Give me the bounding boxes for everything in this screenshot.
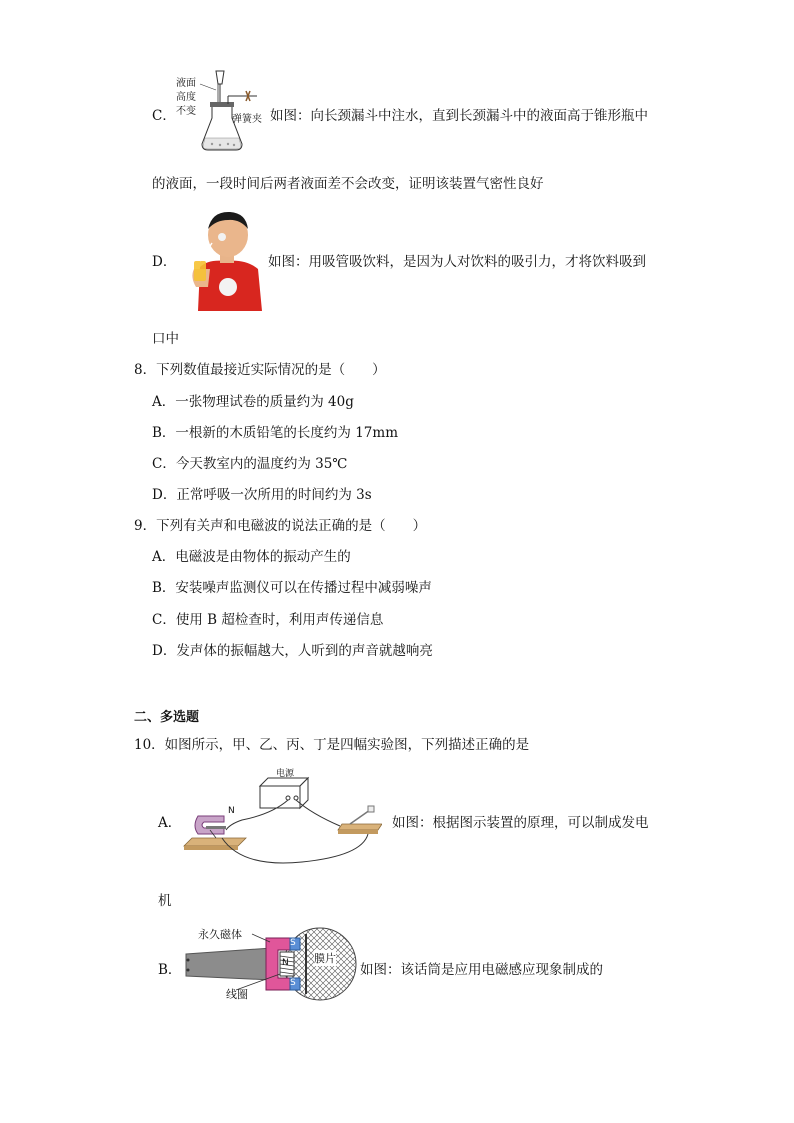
fig-label-north: N [228,806,235,816]
option-a-text-line2: 机 [158,893,172,909]
option-d-text-line2: 口中 [152,331,179,347]
option-a-text-line1: 如图：根据图示装置的原理，可以制成发电 [392,815,649,831]
fig-label-liquid: 液面 [176,78,196,89]
fig-label-diaphragm: 膜片 [314,952,336,965]
question-10-stem: 10．如图所示，甲、乙、丙、丁是四幅实验图，下列描述正确的是 [134,737,530,753]
boy-drinking-figure [188,207,264,311]
fig-label-unchanged: 不变 [176,106,196,117]
question-8-option-b: B．一根新的木质铅笔的长度约为 17mm [152,425,398,441]
option-b-text: 如图：该话筒是应用电磁感应现象制成的 [360,962,603,978]
option-c-label: C． [152,108,176,124]
option-b-label: B． [158,962,182,978]
fig-label-power: 电源 [276,769,295,779]
question-8-stem: 8．下列数值最接近实际情况的是（ ） [134,362,386,378]
fig-label-clamp: 弹簧夹 [232,114,262,125]
question-9-option-b: B．安装噪声监测仪可以在传播过程中减弱噪声 [152,580,432,596]
fig-label-north: N [282,958,289,968]
generator-experiment-figure [182,764,382,868]
microphone-figure [176,920,360,1008]
question-9-stem: 9．下列有关声和电磁波的说法正确的是（ ） [134,518,427,534]
question-8-option-c: C．今天教室内的温度约为 35℃ [152,456,348,472]
question-8-option-d: D．正常呼吸一次所用的时间约为 3s [152,487,372,503]
fig-label-south-top: S [290,938,296,948]
question-9-option-d: D．发声体的振幅越大，人听到的声音就越响亮 [152,643,433,659]
option-c-text-line1: 如图：向长颈漏斗中注水，直到长颈漏斗中的液面高于锥形瓶中 [270,108,648,124]
fig-label-height: 高度 [176,92,196,103]
option-d-label: D． [152,254,177,270]
question-9-option-a: A．电磁波是由物体的振动产生的 [152,549,351,565]
fig-label-coil: 线圈 [226,988,248,1001]
fig-label-south-bottom: S [290,978,296,988]
section-title: 二、多选题 [134,710,200,725]
option-c-text-line2: 的液面，一段时间后两者液面差不会改变，证明该装置气密性良好 [152,176,544,192]
question-8-option-a: A．一张物理试卷的质量约为 40g [152,394,354,410]
flask-apparatus-figure [172,66,272,156]
fig-label-magnet: 永久磁体 [198,928,242,941]
question-9-option-c: C．使用 B 超检查时，利用声传递信息 [152,612,384,628]
option-d-text-line1: 如图：用吸管吸饮料，是因为人对饮料的吸引力，才将饮料吸到 [268,254,646,270]
option-a-label: A． [158,815,182,831]
